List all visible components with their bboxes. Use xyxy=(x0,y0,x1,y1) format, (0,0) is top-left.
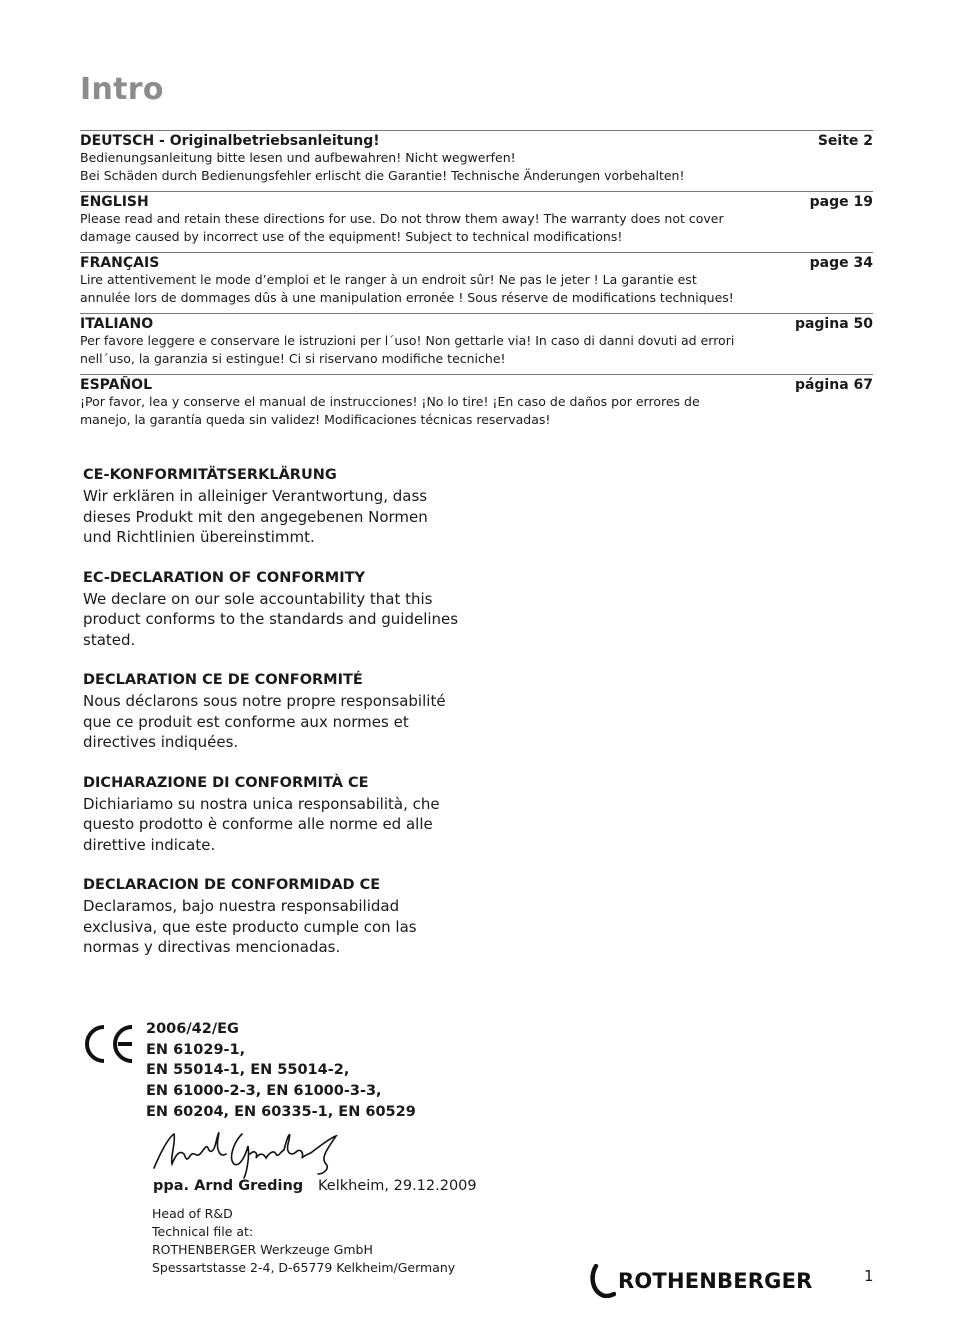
language-entry-fr xyxy=(80,252,873,311)
declaration-text: Wir erklären in alleiniger Verantwortung, dass dieses Produkt mit den angegebenen Normen und Richtlinien übereinstimmt. xyxy=(83,487,428,546)
declaration-text: We declare on our sole accountability that this product conforms to the standards and guidelines stated. xyxy=(83,589,459,649)
logo-wordmark: ROTHENBERGER xyxy=(618,1269,813,1293)
declaration-text: Nous déclarons sous notre propre responsabilité que ce produit est conforme aux normes et directives indiquées. xyxy=(83,692,446,751)
signature-icon xyxy=(150,1124,345,1180)
language-notice: Bedienungsanleitung bitte lesen und aufbewahren! Nicht wegwerfen! Bei Schäden durch Bedienungsfehler erlischt die Garantie! Technische Änderungen vorbehalten! xyxy=(80,150,685,183)
signer-name: ppa. Arnd Greding xyxy=(153,1178,304,1194)
conformity-declarations xyxy=(83,465,473,978)
page-number: 1 xyxy=(864,1267,874,1285)
declaration-it xyxy=(83,773,473,856)
place-and-date: Kelkheim, 29.12.2009 xyxy=(318,1178,477,1194)
language-name: DEUTSCH - Originalbetriebsanleitung! xyxy=(80,133,380,149)
declaration-text: Dichiariamo su nostra unica responsabilità, che questo prodotto è conforme alle norme ed alle direttive indicate. xyxy=(83,794,440,854)
declaration-title: EC-DECLARATION OF CONFORMITY xyxy=(83,569,365,586)
declaration-de xyxy=(83,465,473,548)
language-name: ITALIANO xyxy=(80,316,154,332)
page-reference: page 34 xyxy=(809,255,873,271)
language-entry-it xyxy=(80,313,873,372)
language-notice: Please read and retain these directions for use. Do not throw them away! The warranty does not cover damage caused by incorrect use of the equipment! Subject to technical modifications! xyxy=(80,211,724,244)
language-entry-es xyxy=(80,374,873,433)
declaration-fr xyxy=(83,670,473,753)
page-reference: Seite 2 xyxy=(817,133,873,149)
declaration-title: DECLARACION DE CONFORMIDAD CE xyxy=(83,877,381,893)
page-reference: pagina 50 xyxy=(794,316,873,332)
language-notice: ¡Por favor, lea y conserve el manual de instrucciones! ¡No lo tire! ¡En caso de daños por errores de manejo, la garantía queda sin validez! Modificaciones técnicas reservadas! xyxy=(80,394,700,427)
language-name: ESPAÑOL xyxy=(80,377,152,393)
company-address: Head of R&D Technical file at: ROTHENBERGER Werkzeuge GmbH Spessartstasse 2-4, D-65779 Kelkheim/Germany xyxy=(152,1206,456,1275)
logo-swoosh-icon xyxy=(590,1264,616,1298)
declaration-title: DICHARAZIONE DI CONFORMITÀ CE xyxy=(83,774,369,791)
declaration-title: DECLARATION CE DE CONFORMITÉ xyxy=(83,672,363,688)
language-name: ENGLISH xyxy=(80,194,149,210)
language-entry-en xyxy=(80,191,873,250)
page-reference: page 19 xyxy=(809,194,873,210)
page-title: Intro xyxy=(80,72,164,107)
applied-standards: 2006/42/EG EN 61029-1, EN 55014-1, EN 55014-2, EN 61000-2-3, EN 61000-3-3, EN 60204, EN 60335-1, EN 60529 xyxy=(146,1021,416,1120)
ce-mark-icon xyxy=(82,1024,136,1064)
rothenberger-logo xyxy=(590,1264,813,1298)
language-notice: Lire attentivement le mode d’emploi et le ranger à un endroit sûr! Ne pas le jeter ! La garantie est annulée lors de dommages dûs à une manipulation erronée ! Sous réserve de modifications techniques! xyxy=(80,272,734,305)
language-entry-de xyxy=(80,130,873,189)
language-index xyxy=(80,130,873,433)
language-notice: Per favore leggere e conservare le istruzioni per l´uso! Non gettarle via! In caso di danni dovuti ad errori nell´uso, la garanzia si estingue! Ci si riservano modifiche tecniche! xyxy=(80,333,735,366)
declaration-text: Declaramos, bajo nuestra responsabilidad exclusiva, que este producto cumple con las normas y directivas mencionadas. xyxy=(83,897,417,956)
declaration-title: CE-KONFORMITÄTSERKLÄRUNG xyxy=(83,467,337,483)
declaration-es xyxy=(83,875,473,958)
language-name: FRANÇAIS xyxy=(80,255,160,271)
page-reference: página 67 xyxy=(794,377,873,393)
declaration-en xyxy=(83,568,473,651)
